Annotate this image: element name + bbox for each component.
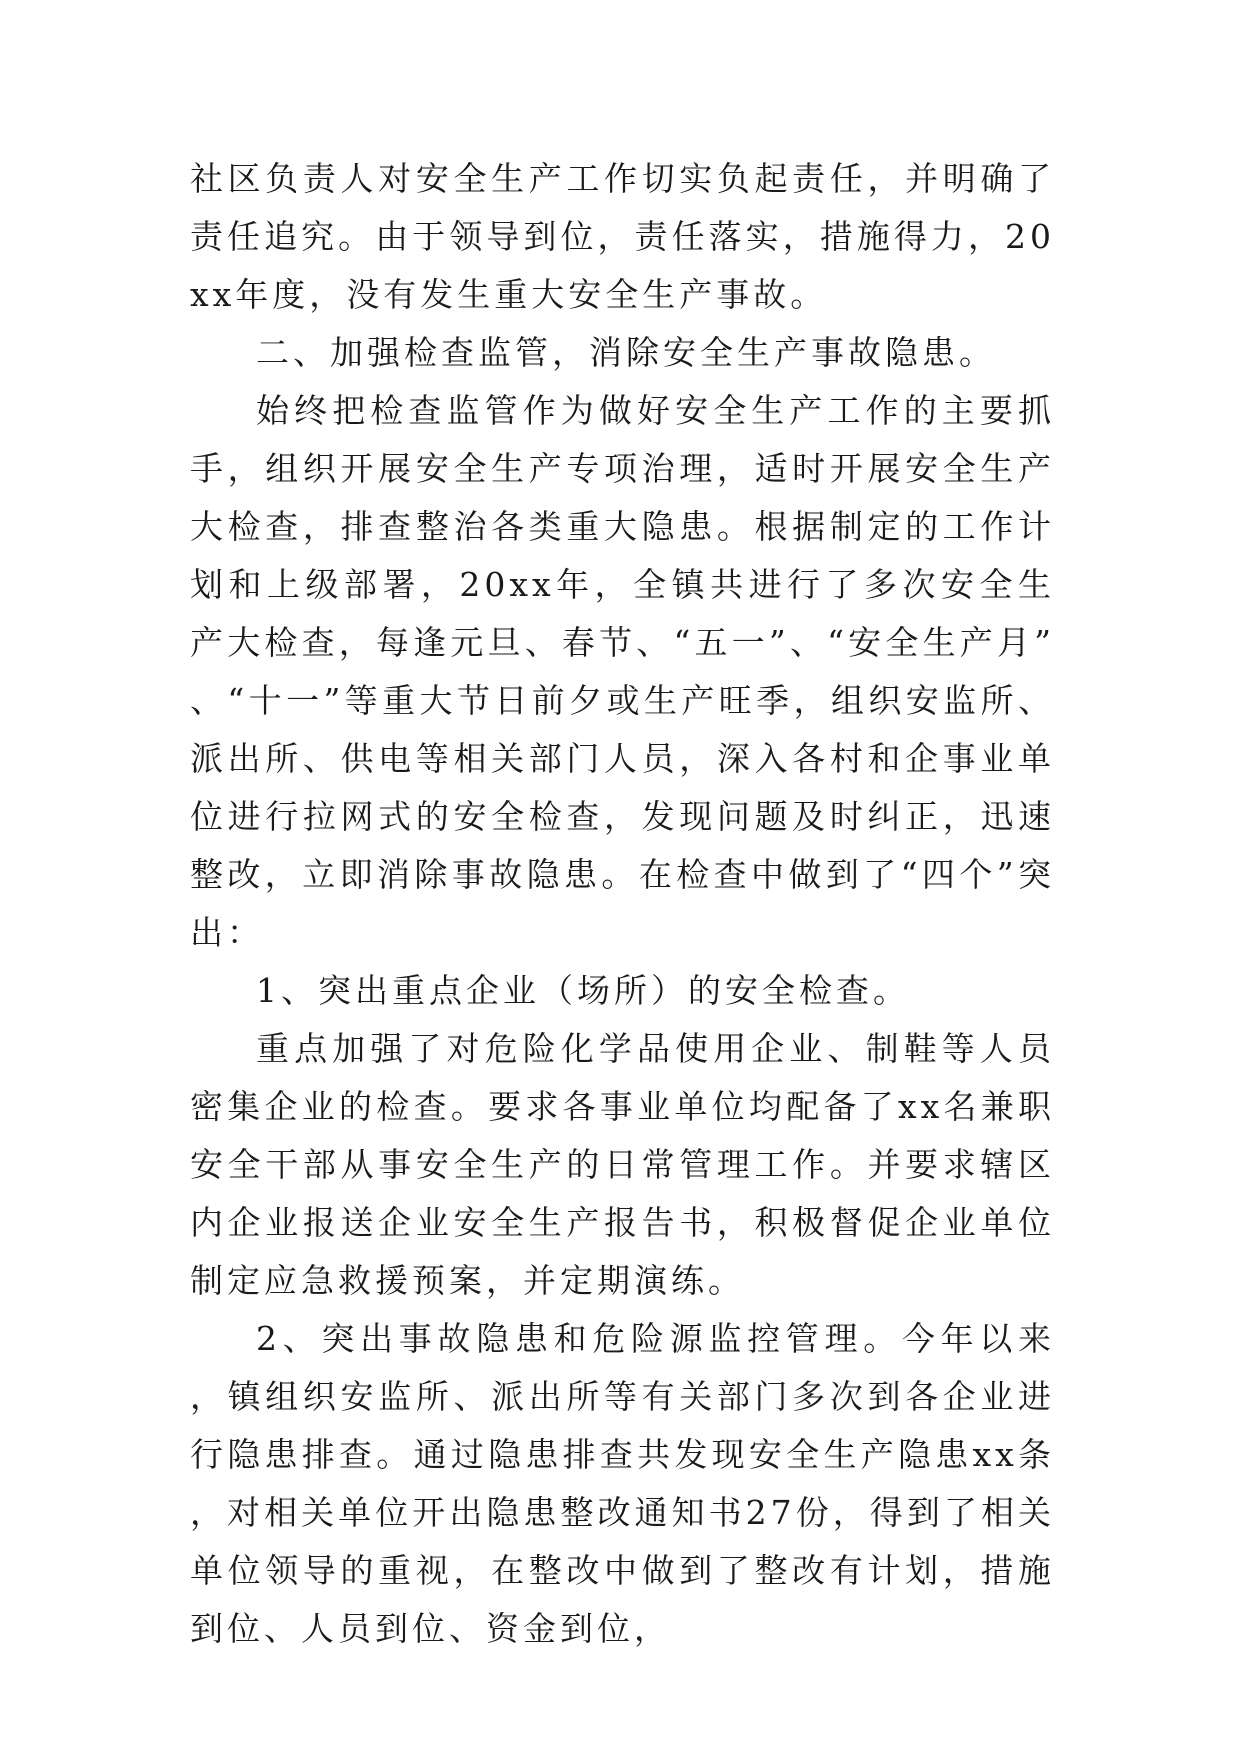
- paragraph-5: 重点加强了对危险化学品使用企业、制鞋等人员密集企业的检查。要求各事业单位均配备了xx名兼职安全干部从事安全生产的日常管理工作。并要求辖区内企业报送企业安全生产报告书，积极督促企业单位制定应急救援预案，并定期演练。: [190, 1029, 1055, 1300]
- paragraph-1: 社区负责人对安全生产工作切实负起责任，并明确了责任追究。由于领导到位，责任落实，措施得力，20xx年度，没有发生重大安全生产事故。: [190, 159, 1055, 314]
- section-heading: 二、加强检查监管，消除安全生产事故隐患。: [256, 333, 996, 372]
- body-text: [190, 150, 1055, 1658]
- paragraph-3: 始终把检查监管作为做好安全生产工作的主要抓手，组织开展安全生产专项治理，适时开展安全生产大检查，排查整治各类重大隐患。根据制定的工作计划和上级部署，20xx年，全镇共进行了多次安全生产大检查，每逢元旦、春节、“五一”、“安全生产月”、“十一”等重大节日前夕或生产旺季，组织安监所、派出所、供电等相关部门人员，深入各村和企事业单位进行拉网式的安全检查，发现问题及时纠正，迅速整改，立即消除事故隐患。在检查中做到了“四个”突出：: [190, 391, 1055, 952]
- paragraph-6: 2、突出事故隐患和危险源监控管理。今年以来，镇组织安监所、派出所等有关部门多次到各企业进行隐患排查。通过隐患排查共发现安全生产隐患xx条，对相关单位开出隐患整改通知书27份，得到了相关单位领导的重视，在整改中做到了整改有计划，措施到位、人员到位、资金到位，: [190, 1319, 1055, 1648]
- subheading-1: 1、突出重点企业（场所）的安全检查。: [256, 971, 910, 1010]
